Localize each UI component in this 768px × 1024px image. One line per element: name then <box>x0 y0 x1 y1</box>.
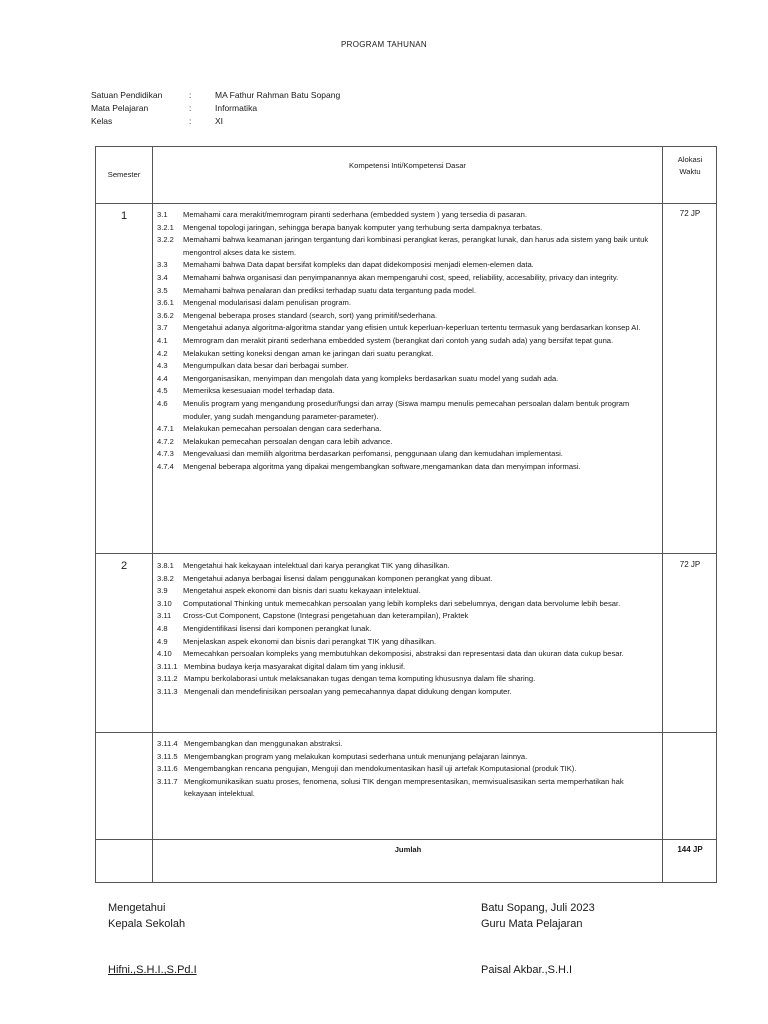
kompetensi-list-semester2 <box>157 560 658 699</box>
teacher-name: Paisal Akbar.,S.H.I <box>481 964 573 976</box>
total-jp: 144 JP <box>677 845 703 854</box>
header-alokasi <box>663 151 717 181</box>
signature-left <box>108 900 185 932</box>
kompetensi-item <box>157 222 658 235</box>
kompetensi-code: 3.6.1 <box>157 298 174 308</box>
kompetensi-text: Mengembangkan dan menggunakan abstraksi. <box>184 739 343 748</box>
header-alokasi-line2: Waktu <box>679 167 701 176</box>
kompetensi-item <box>157 436 658 449</box>
document-title: PROGRAM TAHUNAN <box>341 40 427 49</box>
kompetensi-item <box>157 448 658 461</box>
row-divider <box>96 553 716 554</box>
signature-left-line2: Kepala Sekolah <box>108 918 186 930</box>
kompetensi-text: Mengetahui adanya algoritma-algoritma standar yang efisien untuk keperluan-keperluan tertentu termasuk yang berdasarkan konsep AI. <box>183 323 641 333</box>
kompetensi-code: 3.11.7 <box>157 776 178 786</box>
kompetensi-item <box>157 398 658 423</box>
row-divider <box>96 839 716 840</box>
kompetensi-code: 4.9 <box>157 636 168 646</box>
kompetensi-item <box>157 272 658 285</box>
signature-right <box>481 900 595 932</box>
kompetensi-text: Melakukan pemecahan persoalan dengan cara sederhana. <box>183 424 382 434</box>
kompetensi-item <box>157 360 658 373</box>
kompetensi-code: 4.2 <box>157 348 168 358</box>
kompetensi-text: Memeriksa kesesuaian model terhadap data. <box>183 386 335 396</box>
kompetensi-code: 4.10 <box>157 649 172 659</box>
kompetensi-item <box>157 310 658 323</box>
kompetensi-text: Mengenal beberapa proses standard (search, sort) yang primitif/sederhana. <box>183 310 438 320</box>
kompetensi-text: Mengenal topologi jaringan, sehingga berapa banyak komputer yang terhubung serta dampaknya terbatas. <box>183 222 543 232</box>
signature-right-line2: Guru Mata Pelajaran <box>481 918 583 930</box>
kompetensi-item <box>157 285 658 298</box>
kompetensi-text: Memahami bahwa organisasi dan penyimpanannya akan mempengaruhi cost, speed, reliability, accesability, privacy dan integrity. <box>183 272 619 282</box>
kompetensi-text: Memahami cara merakit/memrogram piranti sederhana (embedded system ) yang tersedia di pasaran. <box>183 210 527 219</box>
kompetensi-text: Mengetahui aspek ekonomi dan bisnis dari suatu kekayaan intelektual. <box>183 586 421 596</box>
kompetensi-item <box>157 648 658 661</box>
kompetensi-item <box>157 585 658 598</box>
kompetensi-code: 3.11 <box>157 611 172 621</box>
kompetensi-code: 3.6.2 <box>157 310 174 320</box>
kompetensi-item <box>157 348 658 361</box>
kompetensi-code: 3.11.4 <box>157 739 178 748</box>
header-alokasi-line1: Alokasi <box>677 155 703 164</box>
signature-left-line1: Mengetahui <box>108 902 166 914</box>
document-meta <box>91 89 340 128</box>
kompetensi-text: Memahami bahwa penalaran dan prediksi terhadap suatu data tergantung pada model. <box>183 285 476 295</box>
jumlah-label: Jumlah <box>394 845 422 854</box>
kompetensi-code: 3.1 <box>157 210 168 219</box>
kompetensi-code: 4.5 <box>157 386 168 396</box>
kompetensi-text: Mengenali dan mendefinisikan persoalan yang pemecahannya dapat didukung dengan komputer. <box>184 686 512 696</box>
kompetensi-code: 4.4 <box>157 373 168 383</box>
kompetensi-item <box>157 335 658 348</box>
kompetensi-text: Mengevaluasi dan memilih algoritma berdasarkan perfomansi, penggunaan ulang dan kemudahan implementasi. <box>183 449 563 459</box>
kompetensi-item <box>157 776 658 801</box>
kompetensi-code: 3.11.6 <box>157 764 178 774</box>
meta-label: Kelas <box>91 116 113 126</box>
kompetensi-text: Mengembangkan program yang melakukan komputasi sederhana untuk menunjang pelajaran lainnya. <box>184 751 528 761</box>
kompetensi-item <box>157 686 658 699</box>
meta-row-kelas <box>91 115 340 128</box>
kompetensi-code: 3.11.3 <box>157 686 178 696</box>
kompetensi-code: 4.7.3 <box>157 449 174 459</box>
header-kompetensi: Kompetensi Inti/Kompetensi Dasar <box>349 161 466 170</box>
meta-colon: : <box>189 90 192 100</box>
kompetensi-code: 3.8.1 <box>157 561 174 570</box>
kompetensi-text: Melakukan pemecahan persoalan dengan cara lebih advance. <box>183 436 393 446</box>
signature-right-line1: Batu Sopang, Juli 2023 <box>481 902 595 914</box>
kompetensi-item <box>157 322 658 335</box>
kompetensi-text: Mengenal modularisasi dalam penulisan program. <box>183 298 351 308</box>
kompetensi-text: Membina budaya kerja masyarakat digital dalam tim yang inklusif. <box>184 661 406 671</box>
kompetensi-code: 3.4 <box>157 272 168 282</box>
kompetensi-item <box>157 461 658 474</box>
kompetensi-item <box>157 373 658 386</box>
header-semester: Semester <box>107 170 141 179</box>
meta-colon: : <box>189 116 192 126</box>
kompetensi-text: Memahami bahwa keamanan jaringan tergantung dari kombinasi perangkat keras, perangkat lunak, dan harus ada sistem yang baik untuk mengontrol akses data ke sistem. <box>183 235 649 257</box>
semester-jp: 72 JP <box>679 560 701 569</box>
semester-number: 1 <box>120 210 128 222</box>
meta-row-mapel <box>91 102 340 115</box>
kompetensi-code: 4.3 <box>157 361 168 371</box>
semester-jp: 72 JP <box>679 209 701 218</box>
kompetensi-item <box>157 259 658 272</box>
kompetensi-text: Memrogram dan merakit piranti sederhana embedded system (berangkat dari contoh yang sudah ada) yang bersifat tepat guna. <box>183 335 614 345</box>
headmaster-name: Hifni.,S.H.I.,S.Pd.I <box>108 964 197 976</box>
kompetensi-item <box>157 610 658 623</box>
meta-label: Satuan Pendidikan <box>91 90 163 100</box>
kompetensi-code: 3.2.2 <box>157 235 174 245</box>
kompetensi-item <box>157 423 658 436</box>
kompetensi-code: 3.9 <box>157 586 168 596</box>
kompetensi-item <box>157 573 658 586</box>
kompetensi-item <box>157 209 658 222</box>
kompetensi-item <box>157 234 658 259</box>
meta-value: MA Fathur Rahman Batu Sopang <box>215 90 341 100</box>
kompetensi-item <box>157 751 658 764</box>
kompetensi-code: 4.8 <box>157 623 168 633</box>
kompetensi-list-semester2-cont <box>157 738 658 801</box>
kompetensi-text: Mengetahui adanya berbagai lisensi dalam penggunakan komponen perangkat yang dibuat. <box>183 573 493 583</box>
meta-row-satuan <box>91 89 340 102</box>
kompetensi-text: Melakukan setting koneksi dengan aman ke jaringan dari suatu perangkat. <box>183 348 434 358</box>
kompetensi-list-semester1 <box>157 209 658 473</box>
kompetensi-code: 4.1 <box>157 335 168 345</box>
kompetensi-code: 3.11.1 <box>157 661 178 671</box>
kompetensi-text: Mengidentifikasi lisensi dari komponen perangkat lunak. <box>183 623 372 633</box>
kompetensi-item <box>157 385 658 398</box>
kompetensi-item <box>157 623 658 636</box>
row-divider <box>96 203 716 204</box>
meta-colon: : <box>189 103 192 113</box>
kompetensi-text: Mampu berkolaborasi untuk melaksanakan tugas dengan tema komputing khususnya dalam file sharing. <box>184 674 536 684</box>
kompetensi-text: Mengorganisasikan, menyimpan dan mengolah data yang kompleks berdasarkan suatu model yang sudah ada. <box>183 373 559 383</box>
kompetensi-text: Menulis program yang mengandung prosedur/fungsi dan array (Siswa mampu menulis pemecahan persoalan dalam bentuk program moduler, yang sudah mengandung parameter-parameter). <box>183 398 630 421</box>
kompetensi-text: Cross-Cut Component, Capstone (Integrasi pengetahuan dan keterampilan), Praktek <box>183 611 469 621</box>
kompetensi-code: 3.3 <box>157 260 168 270</box>
column-divider <box>152 147 153 882</box>
kompetensi-code: 3.7 <box>157 323 168 333</box>
kompetensi-code: 4.7.1 <box>157 424 174 434</box>
meta-value: Informatika <box>215 103 258 113</box>
kompetensi-item <box>157 598 658 611</box>
meta-value: XI <box>215 116 224 126</box>
kompetensi-code: 4.7.2 <box>157 436 174 446</box>
kompetensi-item <box>157 560 658 573</box>
kompetensi-item <box>157 661 658 674</box>
kompetensi-item <box>157 673 658 686</box>
kompetensi-text: Memahami bahwa Data dapat bersifat kompleks dan dapat didekomposisi menjadi elemen-elemen data. <box>183 260 534 270</box>
kompetensi-code: 3.10 <box>157 598 172 608</box>
kompetensi-code: 3.5 <box>157 285 168 295</box>
kompetensi-item <box>157 738 658 751</box>
semester-number: 2 <box>120 560 128 572</box>
kompetensi-text: Mengumpulkan data besar dari berbagai sumber. <box>183 361 349 371</box>
kompetensi-code: 3.8.2 <box>157 573 174 583</box>
kompetensi-text: Mengenal beberapa algoritma yang dipakai mengembangkan software,mengamankan data dan menyimpan informasi. <box>183 461 581 471</box>
kompetensi-item <box>157 763 658 776</box>
kompetensi-item <box>157 636 658 649</box>
kompetensi-text: Mengkomunikasikan suatu proses, fenomena, solusi TIK dengan mempresentasikan, memvisualisasikan serta memperhatikan hak kekayaan intelektual. <box>184 776 624 799</box>
kompetensi-code: 4.7.4 <box>157 461 174 471</box>
kompetensi-text: Mengembangkan rencana pengujian, Menguji dan mendokumentasikan hasil uji artefak Komputasional (produk TIK). <box>184 764 577 774</box>
kompetensi-code: 4.6 <box>157 398 168 408</box>
kompetensi-text: Menjelaskan aspek ekonomi dan bisnis dari perangkat TIK yang dihasilkan. <box>183 636 437 646</box>
program-table <box>95 146 717 883</box>
kompetensi-code: 3.11.2 <box>157 674 178 684</box>
kompetensi-text: Memecahkan persoalan kompleks yang membutuhkan dekomposisi, abstraksi dan representasi data dan ukuran data cukup besar. <box>183 649 624 659</box>
column-divider <box>662 147 663 882</box>
kompetensi-code: 3.2.1 <box>157 222 174 232</box>
kompetensi-code: 3.11.5 <box>157 751 178 761</box>
kompetensi-text: Computational Thinking untuk memecahkan persoalan yang lebih kompleks dari sebelumnya, dengan data bervolume lebih besar. <box>183 598 621 608</box>
kompetensi-item <box>157 297 658 310</box>
meta-label: Mata Pelajaran <box>91 103 149 113</box>
kompetensi-text: Mengetahui hak kekayaan intelektual dari karya perangkat TIK yang dihasilkan. <box>183 561 450 570</box>
row-divider <box>96 732 716 733</box>
